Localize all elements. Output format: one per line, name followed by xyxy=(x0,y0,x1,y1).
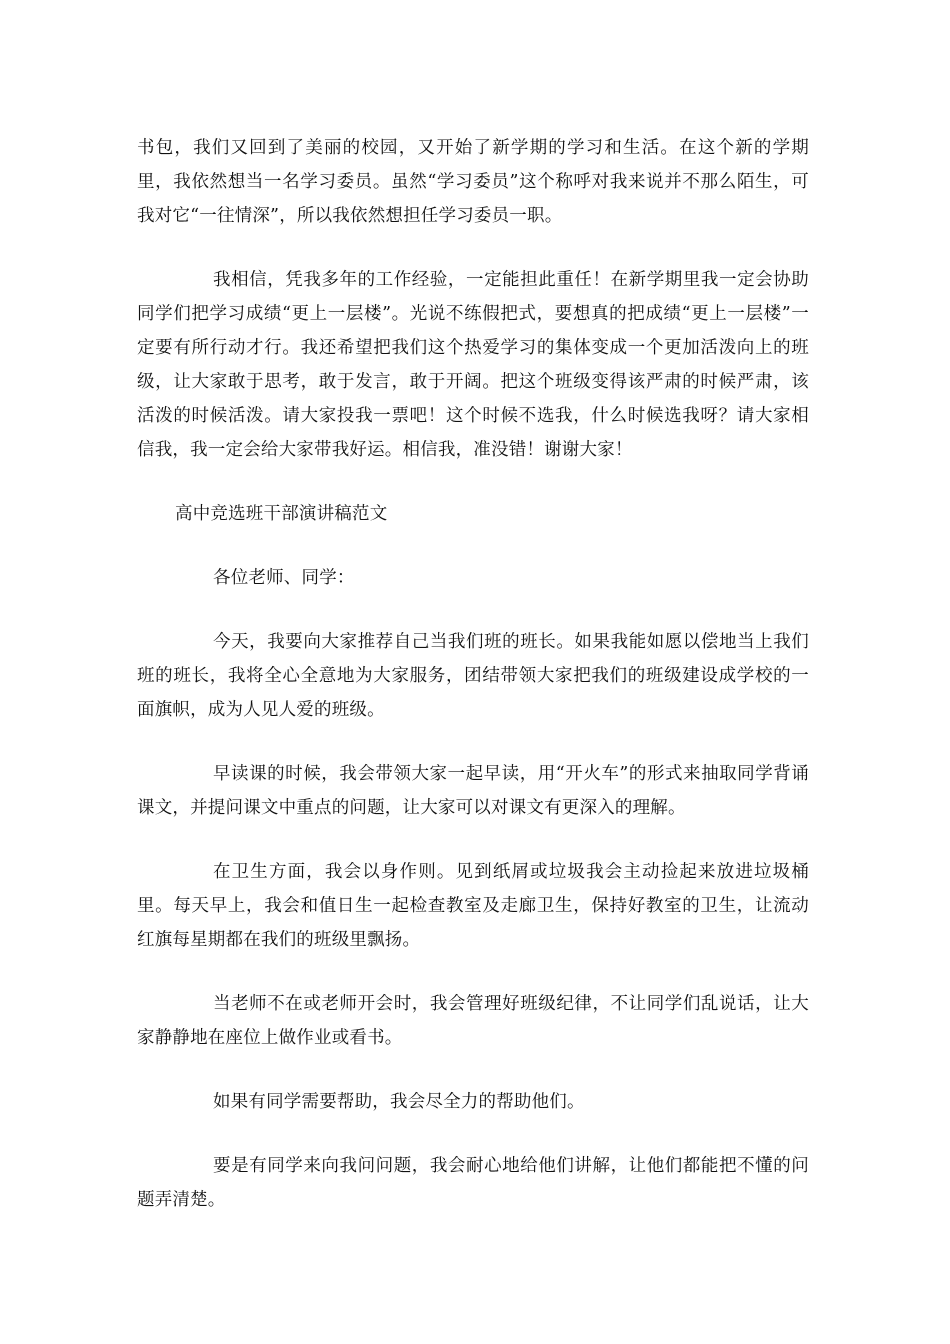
paragraph-helping: 如果有同学需要帮助，我会尽全力的帮助他们。 xyxy=(213,1092,585,1112)
paragraph-continuation: 书包，我们又回到了美丽的校园，又开始了新学期的学习和生活。在这个新的学期里，我依然想当一名学习委员。虽然“学习委员”这个称呼对我来说并不那么陌生，可我对它“一往情深”，所以我依然想担任学习委员一职。 xyxy=(137,138,809,226)
paragraph-introduction: 今天，我要向大家推荐自己当我们班的班长。如果我能如愿以偿地当上我们班的班长，我将全心全意地为大家服务，团结带领大家把我们的班级建设成学校的一面旗帜，成为人见人爱的班级。 xyxy=(137,632,809,720)
speech-title: 高中竞选班干部演讲稿范文 xyxy=(175,504,388,524)
paragraph-hygiene: 在卫生方面，我会以身作则。见到纸屑或垃圾我会主动捡起来放进垃圾桶里。每天早上，我会和值日生一起检查教室及走廊卫生，保持好教室的卫生，让流动红旗每星期都在我们的班级里飘扬。 xyxy=(137,862,809,950)
paragraph-pledge: 我相信，凭我多年的工作经验，一定能担此重任！在新学期里我一定会协助同学们把学习成绩“更上一层楼”。光说不练假把式，要想真的把成绩“更上一层楼”一定要有所行动才行。我还希望把我们这个热爱学习的集体变成一个更加活泼向上的班级，让大家敢于思考，敢于发言，敢于开阔。把这个班级变得该严肃的时候严肃，该活泼的时候活泼。请大家投我一票吧！这个时候不选我，什么时候选我呀？请大家相信我，我一定会给大家带我好运。相信我，准没错！谢谢大家！ xyxy=(137,270,809,460)
salutation: 各位老师、同学： xyxy=(213,568,355,588)
paragraph-questions: 要是有同学来向我问问题，我会耐心地给他们讲解，让他们都能把不懂的问题弄清楚。 xyxy=(137,1156,809,1210)
paragraph-morning-reading: 早读课的时候，我会带领大家一起早读，用“开火车”的形式来抽取同学背诵课文，并提问课文中重点的问题，让大家可以对课文有更深入的理解。 xyxy=(137,764,809,818)
paragraph-discipline: 当老师不在或老师开会时，我会管理好班级纪律，不让同学们乱说话，让大家静静地在座位上做作业或看书。 xyxy=(137,994,809,1048)
document-body xyxy=(137,131,809,1247)
